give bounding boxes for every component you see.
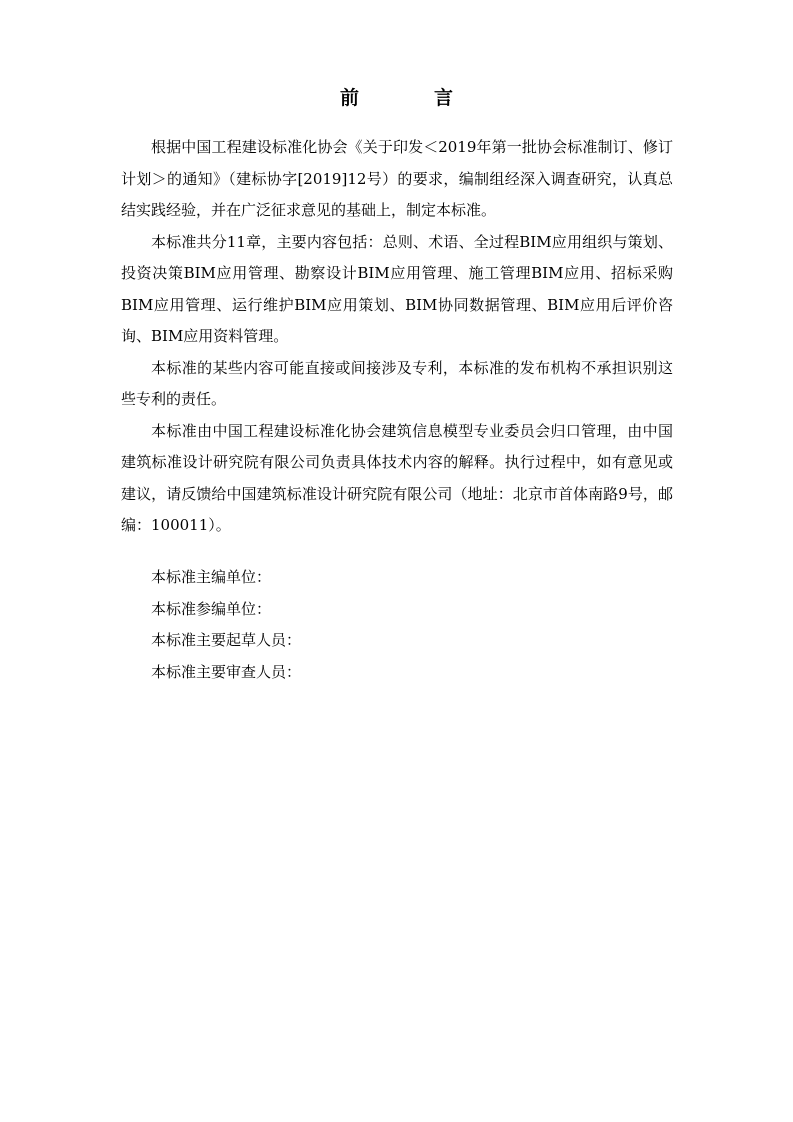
preface-paragraph: 本标准共分11章，主要内容包括：总则、术语、全过程BIM应用组织与策划、投资决策BIM应用管理、勘察设计BIM应用管理、施工管理BIM应用、招标采购BIM应用管理、运行维护BIM应用策划、BIM协同数据管理、BIM应用后评价咨询、BIM应用资料管理。 <box>121 232 673 345</box>
main-drafters-label: 本标准主要起草人员： <box>151 631 302 649</box>
main-reviewers-label: 本标准主要审查人员： <box>151 662 302 681</box>
preface-paragraph: 本标准由中国工程建设标准化协会建筑信息模型专业委员会归口管理，由中国建筑标准设计研究院有限公司负责具体技术内容的解释。执行过程中，如有意见或建议，请反馈给中国建筑标准设计研究院有限公司（地址：北京市首体南路9号，邮编：100011）。 <box>121 421 673 534</box>
preface-paragraph: 本标准的某些内容可能直接或间接涉及专利，本标准的发布机构不承担识别这些专利的责任。 <box>121 358 673 408</box>
chief-editor-unit-label: 本标准主编单位： <box>151 568 272 586</box>
participating-unit-label: 本标准参编单位： <box>151 599 272 618</box>
preface-paragraph: 根据中国工程建设标准化协会《关于印发＜2019年第一批协会标准制订、修订计划＞的通知》（建标协字[2019]12号）的要求，编制组经深入调查研究，认真总结实践经验，并在广泛征求意见的基础上，制定本标准。 <box>121 138 673 219</box>
page-title: 前 言 <box>339 87 481 109</box>
signoff-block <box>151 562 301 688</box>
preface-body <box>121 132 673 542</box>
